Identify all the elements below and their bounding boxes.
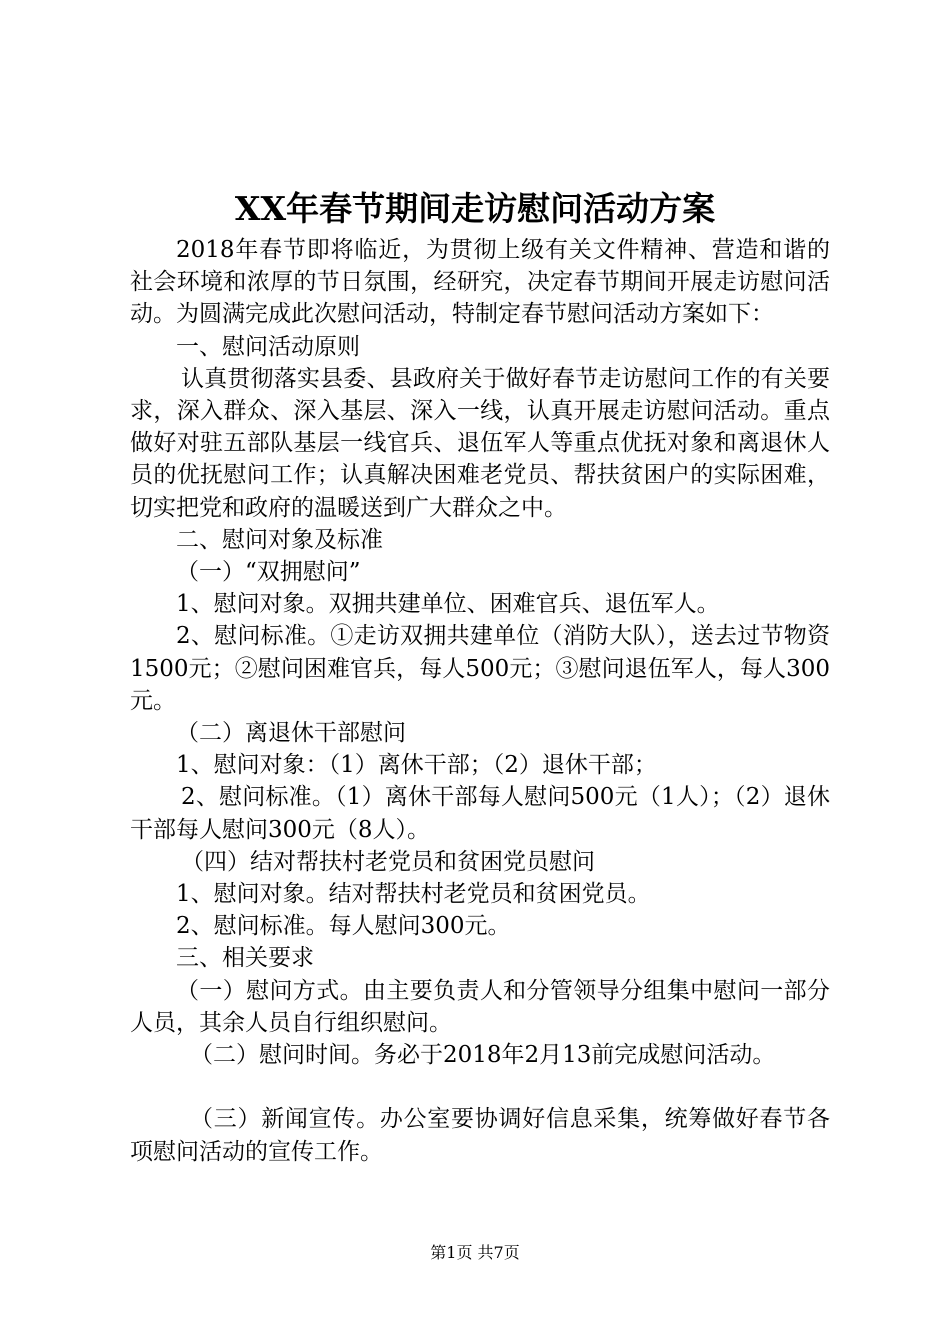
principles-paragraph: 认真贯彻落实县委、县政府关于做好春节走访慰问工作的有关要求，深入群众、深入基层、深入一线，认真开展走访慰问活动。重点做好对驻五部队基层一线官兵、退伍军人等重点优抚对象和离退休人员的优抚慰问工作；认真解决困难老党员、帮扶贫困户的实际困难，切实把党和政府的温暖送到广大群众之中。	[130, 365, 830, 521]
section-heading-requirements: 三、相关要求	[176, 945, 314, 972]
section-heading-principles: 一、慰问活动原则	[176, 333, 360, 360]
subsection-heading-retired: （二）离退休干部慰问	[176, 720, 406, 747]
requirement-time: （二）慰问时间。务必于2018年2月13前完成慰问活动。	[190, 1042, 776, 1069]
document-title: XX年春节期间走访慰问活动方案	[234, 189, 716, 228]
requirement-method: （一）慰问方式。由主要负责人和分管领导分组集中慰问一部分人员，其余人员自行组织慰问。	[130, 977, 830, 1036]
shuangyong-standards: 2、慰问标准。①走访双拥共建单位（消防大队），送去过节物资1500元；②慰问困难官兵，每人500元；③慰问退伍军人，每人300元。	[130, 623, 830, 714]
subsection-heading-party-members: （四）结对帮扶村老党员和贫困党员慰问	[181, 848, 595, 875]
page-footer: 第1页 共7页	[430, 1243, 520, 1262]
retired-targets: 1、慰问对象：（1）离休干部；（2）退休干部；	[176, 752, 657, 779]
party-members-targets: 1、慰问对象。结对帮扶村老党员和贫困党员。	[176, 881, 651, 908]
retired-standards: 2、慰问标准。（1）离休干部每人慰问500元（1人）；（2）退休干部每人慰问300元（8人）。	[130, 784, 830, 843]
subsection-heading-shuangyong: （一）“双拥慰问”	[176, 559, 361, 586]
intro-paragraph: 2018年春节即将临近，为贯彻上级有关文件精神、营造和谐的社会环境和浓厚的节日氛围，经研究，决定春节期间开展走访慰问活动。为圆满完成此次慰问活动，特制定春节慰问活动方案如下：	[130, 237, 830, 328]
party-members-standards: 2、慰问标准。每人慰问300元。	[176, 913, 511, 940]
blank-line	[130, 1071, 830, 1103]
shuangyong-targets: 1、慰问对象。双拥共建单位、困难官兵、退伍军人。	[176, 591, 720, 618]
document-body	[130, 234, 830, 1168]
requirement-publicity: （三）新闻宣传。办公室要协调好信息采集，统筹做好春节各项慰问活动的宣传工作。	[130, 1106, 830, 1165]
section-heading-targets: 二、慰问对象及标准	[176, 526, 383, 553]
